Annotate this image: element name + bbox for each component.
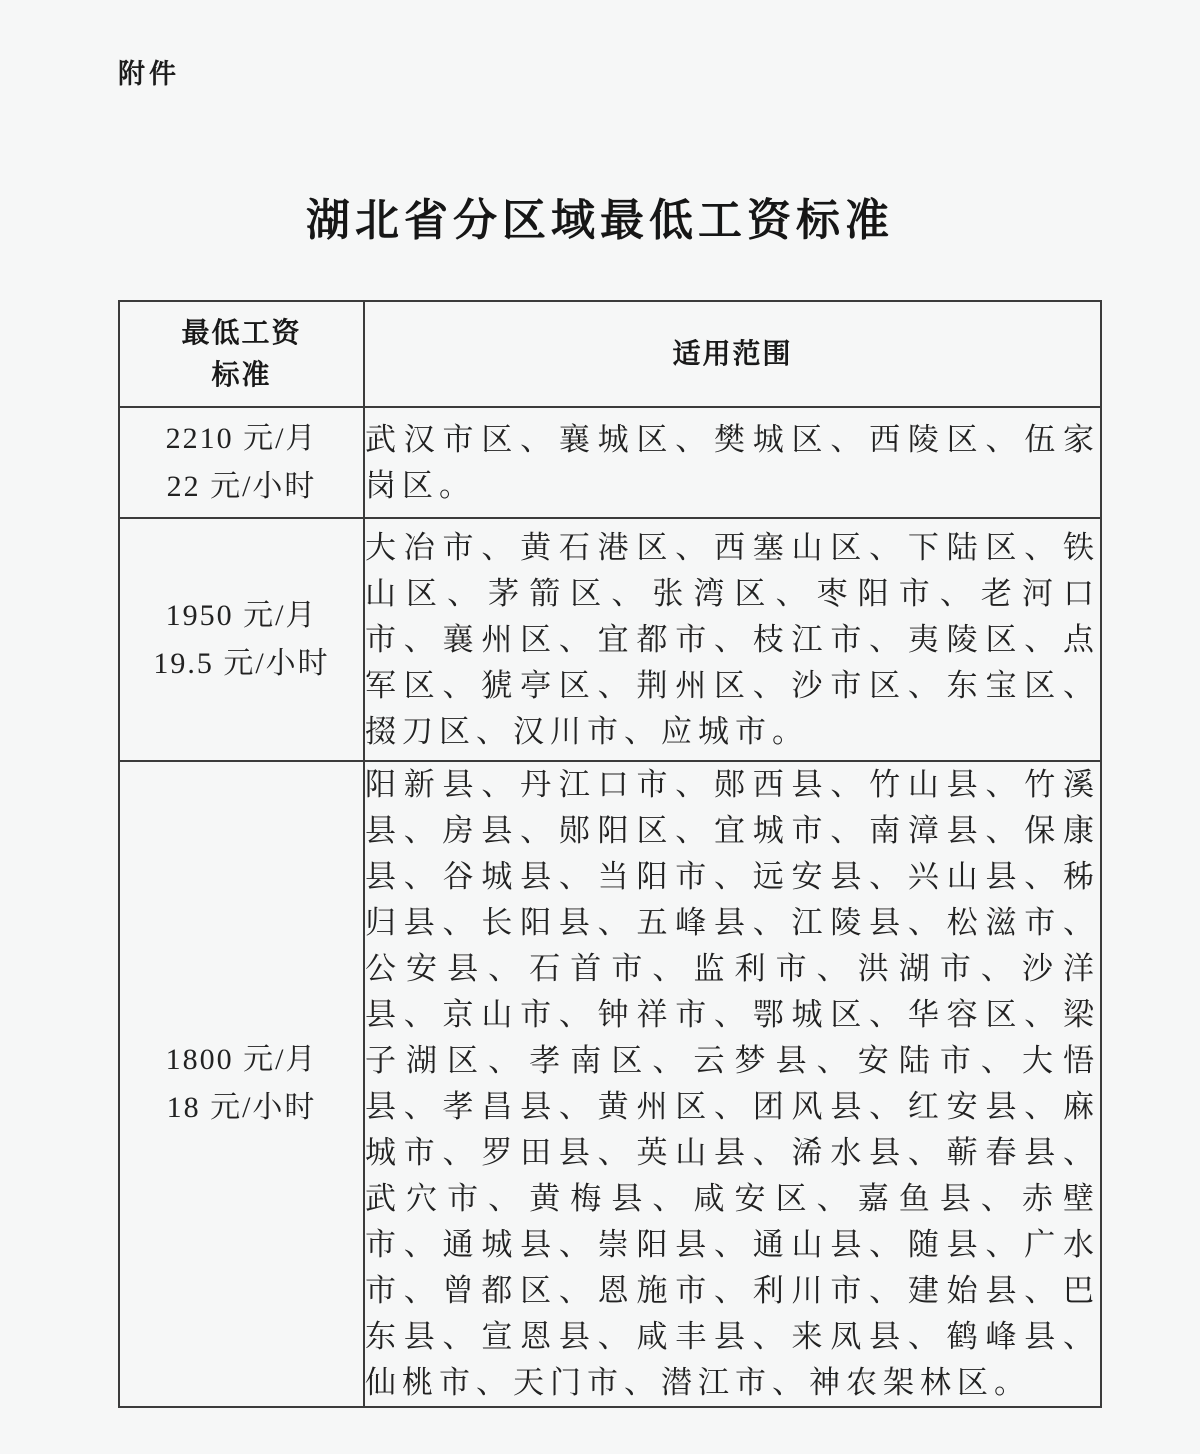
minimum-wage-table	[118, 300, 1102, 1408]
table-row	[119, 761, 1101, 1407]
wage-monthly: 2210 元/月	[165, 421, 318, 455]
scope-regions-tier3: 阳新县、丹江口市、郧西县、竹山县、竹溪县、房县、郧阳区、宜城市、南漳县、保康县、谷城县、当阳市、远安县、兴山县、秭归县、长阳县、五峰县、江陵县、松滋市、公安县、石首市、监利市、洪湖市、沙洋县、京山市、钟祥市、鄂城区、华容区、梁子湖区、孝南区、云梦县、安陆市、大悟县、孝昌县、黄州区、团风县、红安县、麻城市、罗田县、英山县、浠水县、蕲春县、武穴市、黄梅县、咸安区、嘉鱼县、赤壁市、通城县、崇阳县、通山县、随县、广水市、曾都区、恩施市、利川市、建始县、巴东县、宣恩县、咸丰县、来凤县、鹤峰县、仙桃市、天门市、潜江市、神农架林区。	[364, 761, 1101, 1407]
table-header-row	[119, 301, 1101, 407]
wage-hourly: 19.5 元/小时	[153, 646, 330, 680]
wage-value-tier2	[119, 518, 364, 761]
header-wage-standard	[119, 301, 364, 407]
header-applicable-scope: 适用范围	[364, 301, 1101, 407]
wage-value-tier1	[119, 407, 364, 518]
table-row	[119, 518, 1101, 761]
wage-monthly: 1800 元/月	[165, 1043, 318, 1076]
attachment-label: 附件	[118, 59, 180, 89]
table-row	[119, 407, 1101, 518]
wage-hourly: 22 元/小时	[166, 469, 317, 503]
scope-regions-tier1: 武汉市区、襄城区、樊城区、西陵区、伍家岗区。	[364, 407, 1101, 518]
header-wage-standard-line1: 最低工资	[181, 317, 302, 348]
scope-regions-tier2: 大冶市、黄石港区、西塞山区、下陆区、铁山区、茅箭区、张湾区、枣阳市、老河口市、襄州区、宜都市、枝江市、夷陵区、点军区、猇亭区、荆州区、沙市区、东宝区、掇刀区、汉川市、应城市。	[364, 518, 1101, 761]
page-title: 湖北省分区域最低工资标准	[306, 196, 894, 245]
wage-value-tier3	[119, 761, 364, 1407]
wage-monthly: 1950 元/月	[165, 598, 318, 632]
wage-hourly: 18 元/小时	[166, 1091, 317, 1124]
header-wage-standard-line2: 标准	[211, 359, 272, 390]
